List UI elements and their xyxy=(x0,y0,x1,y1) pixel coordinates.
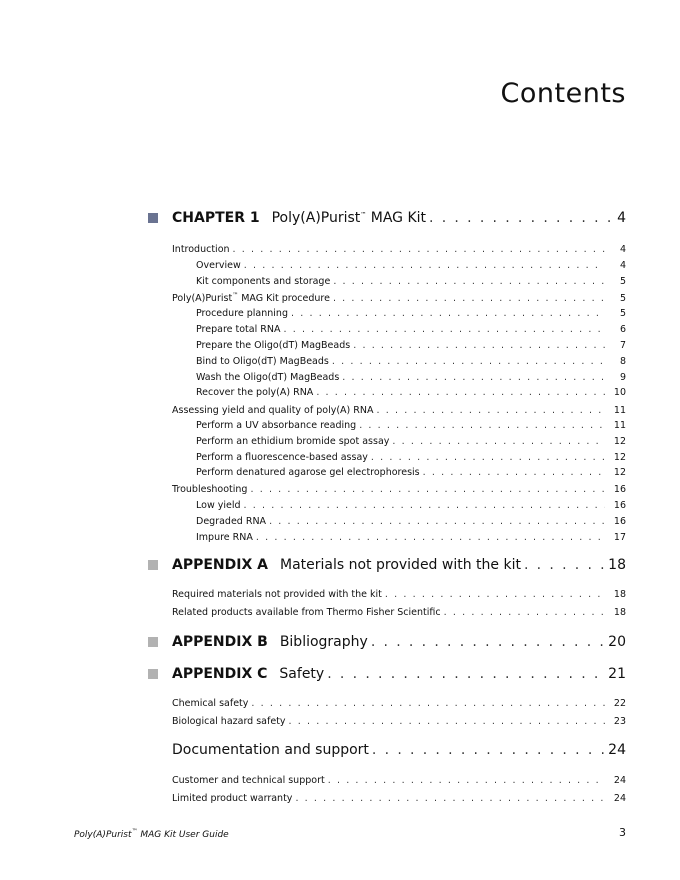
chapter-label: CHAPTER 1 Poly(A)Purist™ MAG Kit xyxy=(172,210,427,226)
toc-entry[interactable]: Overview . . . 4 xyxy=(196,260,626,271)
toc-entry[interactable]: Assessing yield and quality of poly(A) RNA . . . 11 xyxy=(172,405,626,416)
leader-dots xyxy=(429,210,614,226)
toc-entry[interactable]: Degraded RNA . . . 16 xyxy=(196,516,626,527)
page-number: 4 xyxy=(617,210,626,226)
chapter-bullet xyxy=(148,560,158,570)
toc-entry[interactable]: Bind to Oligo(dT) MagBeads . . . 8 xyxy=(196,356,626,367)
toc-entry[interactable]: Prepare the Oligo(dT) MagBeads . . . 7 xyxy=(196,340,626,351)
toc-entry[interactable]: Chemical safety . . . 22 xyxy=(172,698,626,709)
toc-entry[interactable]: Limited product warranty . . . 24 xyxy=(172,793,626,804)
toc-appendix-b[interactable]: APPENDIX B Bibliography . . . 20 xyxy=(172,634,626,650)
toc-entry[interactable]: Related products available from Thermo Fisher Scientific . . . 18 xyxy=(172,607,626,618)
toc-entry[interactable]: Biological hazard safety . . . 23 xyxy=(172,716,626,727)
footer-page-number: 3 xyxy=(619,826,626,839)
toc-entry[interactable]: Poly(A)Purist™ MAG Kit procedure . . . 5 xyxy=(172,292,626,304)
chapter-bullet xyxy=(148,669,158,679)
toc-appendix-a[interactable]: APPENDIX A Materials not provided with the kit . . . 18 xyxy=(172,557,626,573)
toc-entry[interactable]: Introduction . . . 4 xyxy=(172,244,626,255)
footer-guide-title: Poly(A)Purist™ MAG Kit User Guide xyxy=(74,828,229,840)
toc-documentation-support[interactable]: Documentation and support . . . 24 xyxy=(172,742,626,758)
toc-entry[interactable]: Recover the poly(A) RNA . . . 10 xyxy=(196,387,626,398)
toc-entry[interactable]: Perform denatured agarose gel electrophoresis . . . 12 xyxy=(196,467,626,478)
toc-entry[interactable]: Wash the Oligo(dT) MagBeads . . . 9 xyxy=(196,372,626,383)
toc-entry[interactable]: Perform a fluorescence-based assay . . . 12 xyxy=(196,452,626,463)
toc-entry[interactable]: Prepare total RNA . . . 6 xyxy=(196,324,626,335)
toc-entry[interactable]: Low yield . . . 16 xyxy=(196,500,626,511)
chapter-bullet xyxy=(148,637,158,647)
toc-entry[interactable]: Kit components and storage . . . 5 xyxy=(196,276,626,287)
chapter-bullet xyxy=(148,213,158,223)
toc-appendix-c[interactable]: APPENDIX C Safety . . . 21 xyxy=(172,666,626,682)
toc-entry[interactable]: Perform an ethidium bromide spot assay . . . 12 xyxy=(196,436,626,447)
toc-entry[interactable]: Required materials not provided with the kit . . . 18 xyxy=(172,589,626,600)
toc-entry[interactable]: Perform a UV absorbance reading . . . 11 xyxy=(196,420,626,431)
page-title: Contents xyxy=(500,78,626,109)
toc-entry[interactable]: Impure RNA . . . 17 xyxy=(196,532,626,543)
toc-entry[interactable]: Troubleshooting . . . 16 xyxy=(172,484,626,495)
toc-chapter-1[interactable] xyxy=(172,210,626,226)
toc-entry[interactable]: Procedure planning . . . 5 xyxy=(196,308,626,319)
toc-entry[interactable]: Customer and technical support . . . 24 xyxy=(172,775,626,786)
